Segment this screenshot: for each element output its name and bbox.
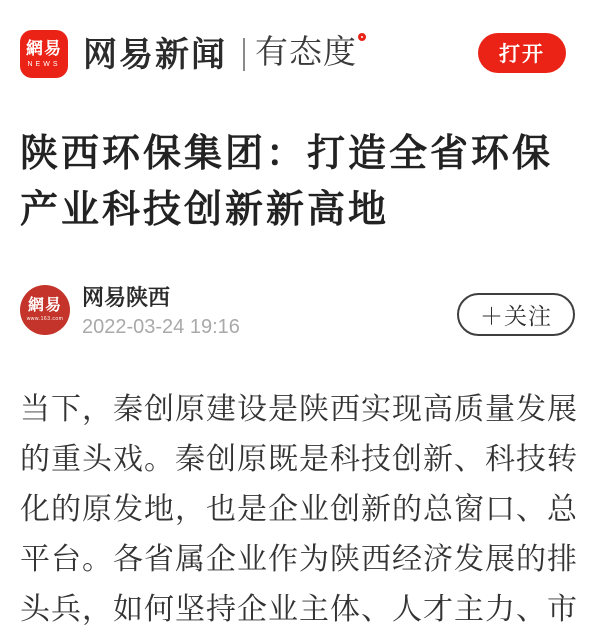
header-bar bbox=[0, 0, 600, 112]
brand-title: 网易新闻 bbox=[83, 36, 227, 74]
body-text-line: 的重头戏。秦创原既是科技创新、科技转 bbox=[20, 443, 578, 476]
logo-en-text: NEWS bbox=[27, 61, 61, 68]
author-avatar[interactable] bbox=[20, 285, 70, 335]
netease-news-logo-icon[interactable] bbox=[20, 30, 68, 78]
author-row bbox=[20, 285, 580, 337]
follow-button[interactable]: ＋关注 bbox=[457, 293, 575, 336]
author-name[interactable]: 网易陕西 bbox=[82, 285, 171, 310]
brand-divider bbox=[243, 38, 245, 71]
slogan-degree-icon bbox=[358, 33, 366, 41]
logo-cn-text: 網易 bbox=[26, 39, 62, 58]
article-body bbox=[20, 385, 586, 632]
body-text-line: 当下，秦创原建设是陕西实现高质量发展 bbox=[20, 393, 578, 426]
avatar-site-text: www.163.com bbox=[26, 316, 64, 322]
body-text-line: 头兵，如何坚持企业主体、人才主力、市 bbox=[20, 593, 578, 626]
body-text-line: 化的原发地，也是企业创新的总窗口、总 bbox=[20, 493, 578, 526]
publish-timestamp: 2022-03-24 19:16 bbox=[82, 316, 240, 338]
avatar-cn-text: 網易 bbox=[27, 297, 62, 314]
brand-slogan bbox=[255, 35, 366, 72]
article-title-line: 产业科技创新新高地 bbox=[20, 189, 390, 231]
slogan-text: 有态度 bbox=[255, 35, 357, 71]
article-title-line: 陕西环保集团：打造全省环保 bbox=[20, 133, 554, 175]
body-text-line: 平台。各省属企业作为陕西经济发展的排 bbox=[20, 543, 578, 576]
article-title bbox=[20, 126, 586, 238]
open-app-button[interactable]: 打开 bbox=[478, 33, 566, 73]
